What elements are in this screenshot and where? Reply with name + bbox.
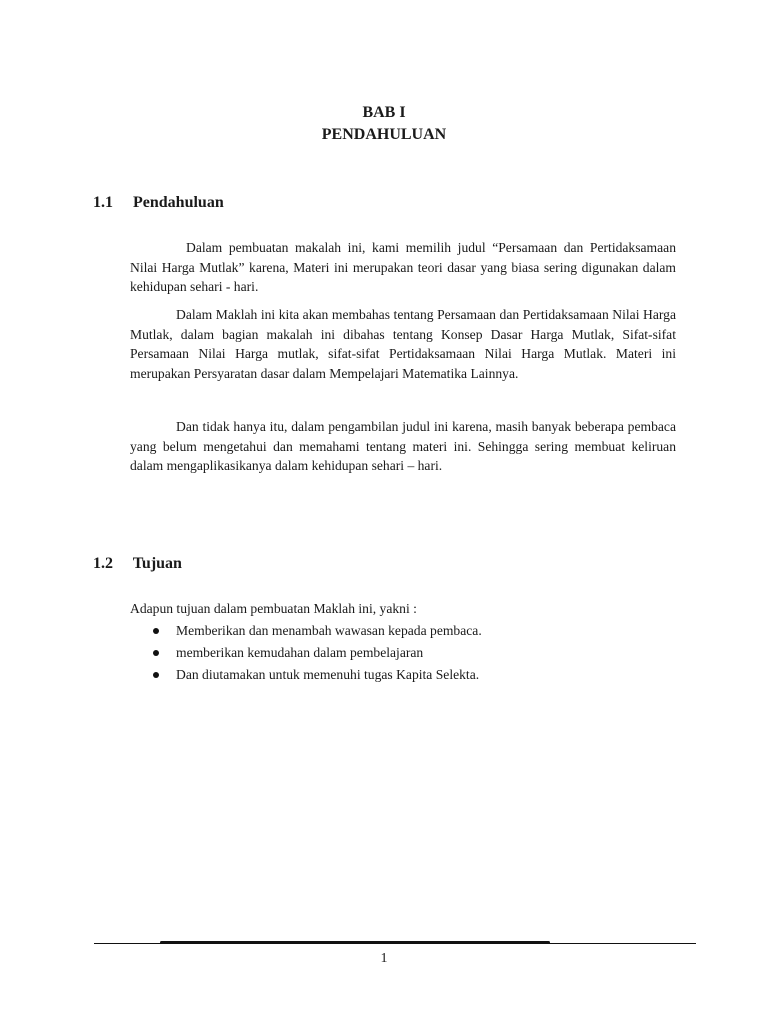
section-number: 1.2 xyxy=(93,555,113,572)
list-item xyxy=(130,642,482,664)
list-item-text: memberikan kemudahan dalam pembelajaran xyxy=(176,645,424,660)
bullet-icon xyxy=(153,650,159,656)
bullet-icon xyxy=(153,672,159,678)
list-item xyxy=(130,664,482,686)
section-number: 1.1 xyxy=(93,194,113,211)
paragraph-3: Dan tidak hanya itu, dalam pengambilan judul ini karena, masih banyak beberapa pembaca yang belum mengetahui dan memahami tentang materi ini. Sehingga sering membuat keliruan dalam mengaplikasikanya dalam kehidupan sehari – hari. xyxy=(130,419,676,473)
chapter-title: PENDAHULUAN xyxy=(321,126,447,143)
paragraph-2: Dalam Maklah ini kita akan membahas tentang Persamaan dan Pertidaksamaan Nilai Harga Mutlak, dalam bagian makalah ini dibahas tentang Konsep Dasar Harga Mutlak, Sifat-sifat Persamaan Nilai Harga mutlak, sifat-sifat Pertidaksamaan Nilai Harga Mutlak. Materi ini merupakan Persyaratan dasar dalam Mempelajari Matematika Lainnya. xyxy=(130,307,676,381)
section-title: Tujuan xyxy=(132,555,182,572)
paragraph-1: Dalam pembuatan makalah ini, kami memilih judul “Persamaan dan Pertidaksamaan Nilai Harga Mutlak” karena, Materi ini merupakan teori dasar yang biasa sering digunakan dalam kehidupan sehari - hari. xyxy=(130,240,676,294)
list-item xyxy=(130,620,482,642)
footer-divider-accent xyxy=(160,941,550,944)
tujuan-intro: Adapun tujuan dalam pembuatan Maklah ini, yakni : xyxy=(130,601,417,616)
section-heading-1-1 xyxy=(93,194,224,212)
tujuan-list xyxy=(130,620,482,686)
chapter-number: BAB I xyxy=(362,104,406,121)
page-number: 1 xyxy=(380,951,388,966)
list-item-text: Memberikan dan menambah wawasan kepada pembaca. xyxy=(176,623,482,638)
section-title: Pendahuluan xyxy=(133,194,224,211)
section-heading-1-2 xyxy=(93,555,182,573)
bullet-icon xyxy=(153,628,159,634)
list-item-text: Dan diutamakan untuk memenuhi tugas Kapita Selekta. xyxy=(176,667,480,682)
